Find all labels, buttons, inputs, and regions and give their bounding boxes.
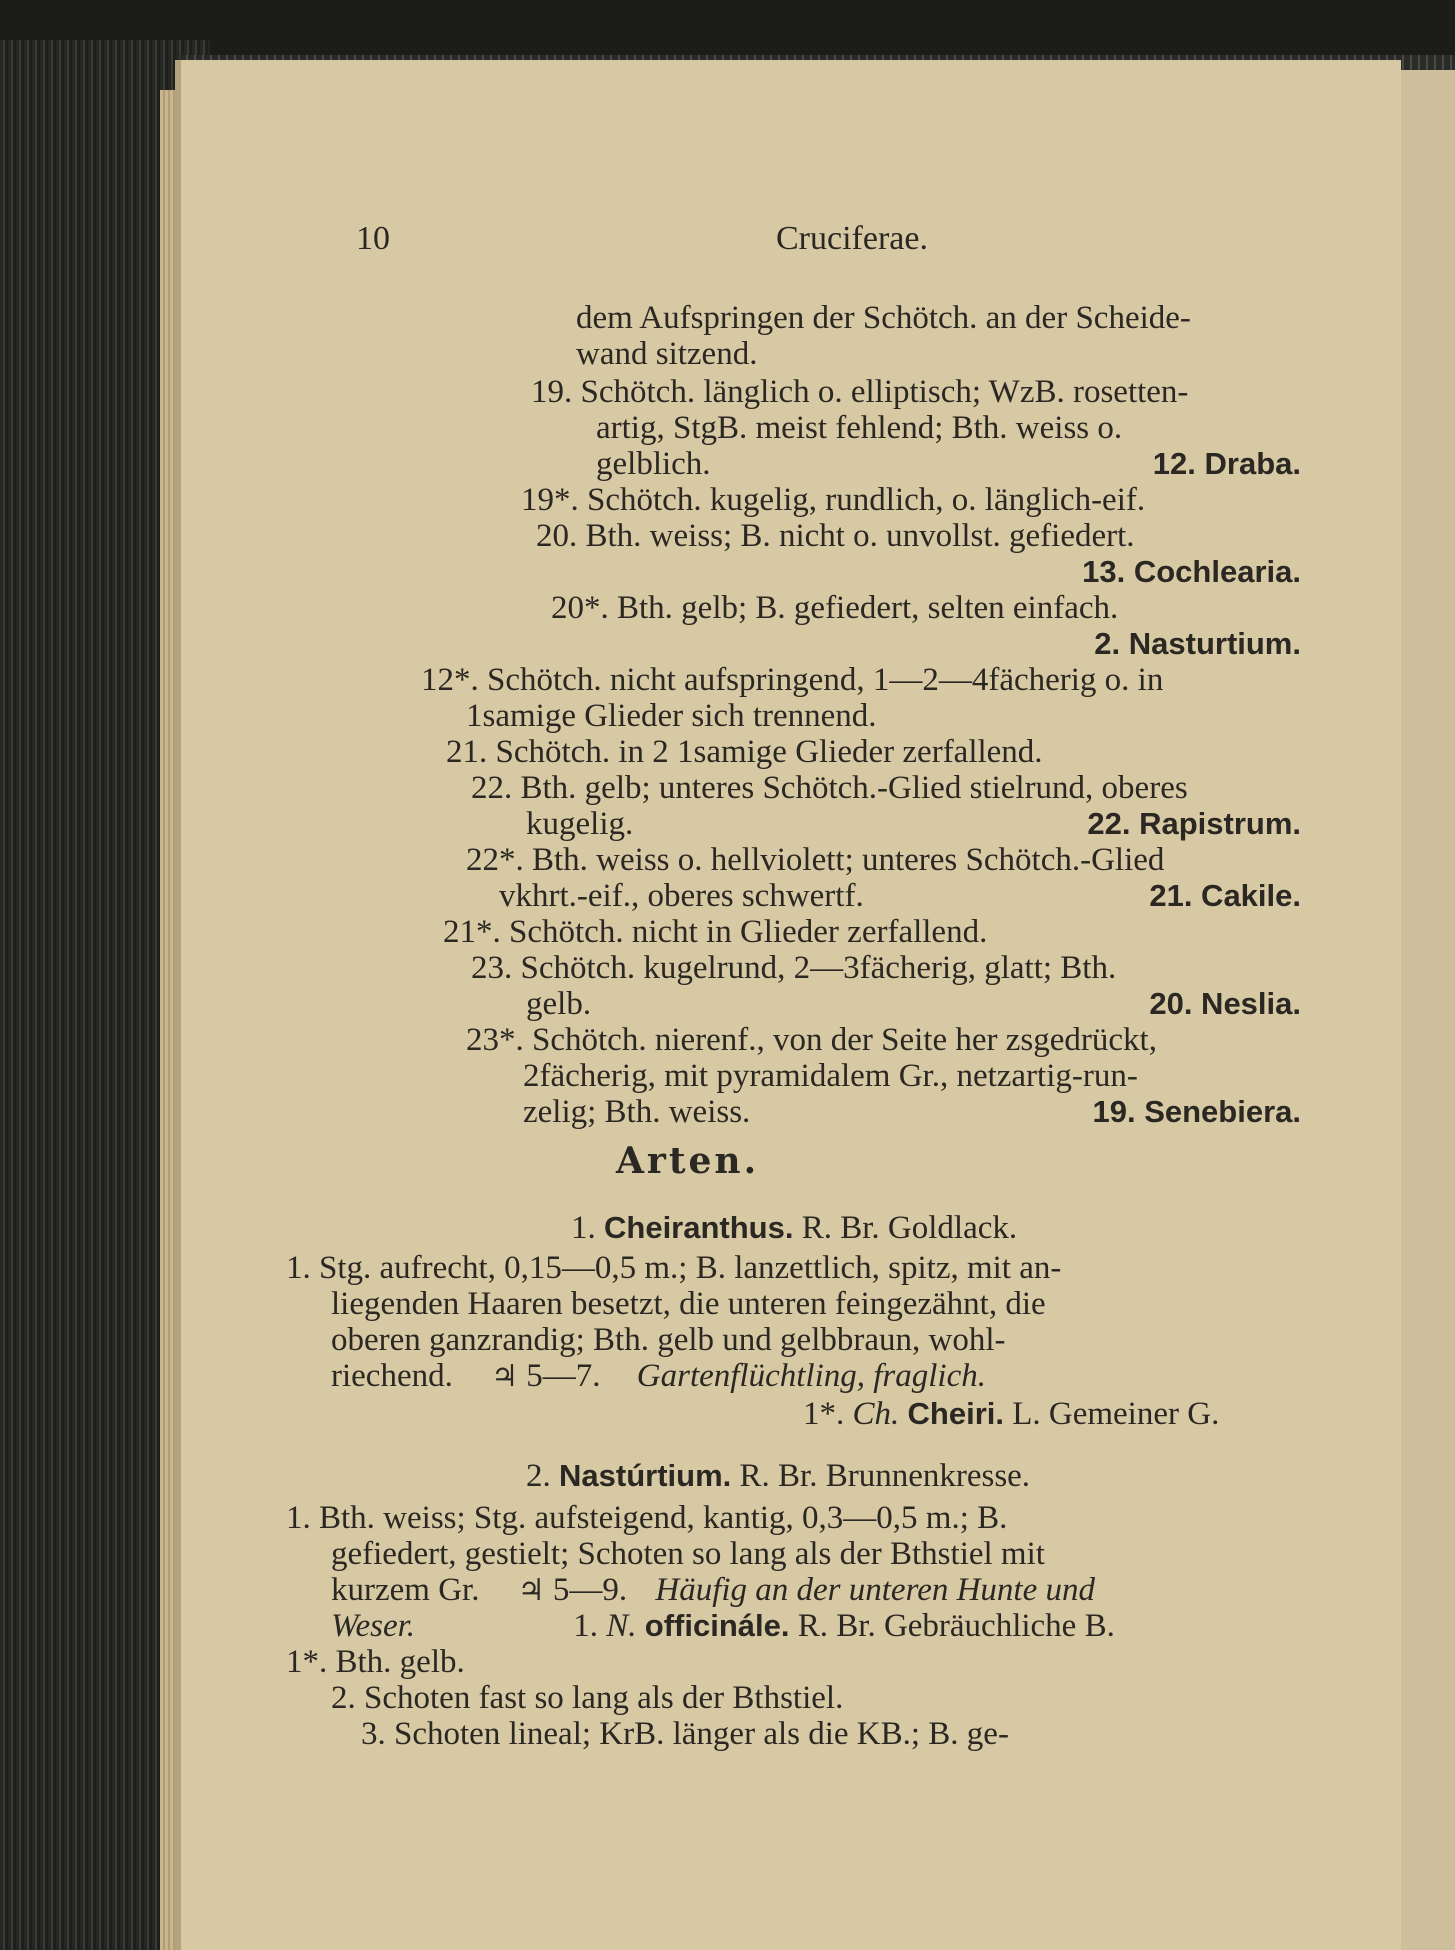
species-line: Weser. 1. N. officinále. R. Br. Gebräuchliche B. xyxy=(331,1608,1115,1644)
book-page xyxy=(175,60,1401,1950)
key-line xyxy=(523,1058,1301,1095)
key-line xyxy=(576,300,1301,337)
key-text: wand sitzend. xyxy=(576,336,758,372)
key-line xyxy=(526,986,1301,1023)
key-text: artig, StgB. meist fehlend; Bth. weiss o. xyxy=(596,410,1123,446)
key-text: zelig; Bth. weiss. xyxy=(523,1094,751,1130)
key-text: gelb. xyxy=(526,986,592,1022)
genus-title-cheiranthus: 1. Cheiranthus. R. Br. Goldlack. xyxy=(571,1210,1018,1246)
key-text: 2fächerig, mit pyramidalem Gr., netzartig-run- xyxy=(523,1058,1138,1094)
key-line xyxy=(521,482,1301,519)
key-genus-result: 12. Draba. xyxy=(1152,446,1301,481)
key-text: 19. Schötch. länglich o. elliptisch; WzB. rosetten- xyxy=(531,374,1189,410)
perennial-symbol-icon: ♃ xyxy=(491,1359,519,1394)
key-genus-result: 13. Cochlearia. xyxy=(1082,554,1301,589)
key-text: vkhrt.-eif., oberes schwertf. xyxy=(499,878,864,914)
key-line xyxy=(466,1022,1301,1059)
key-line xyxy=(466,842,1301,879)
key-line xyxy=(466,698,1301,735)
description-line: 1. Bth. weiss; Stg. aufsteigend, kantig, 0,3—0,5 m.; B. xyxy=(286,1500,1008,1536)
running-title: Cruciferae. xyxy=(776,220,928,257)
key-line xyxy=(596,410,1301,447)
key-text: 22. Bth. gelb; unteres Schötch.-Glied stielrund, oberes xyxy=(471,770,1188,806)
page-number: 10 xyxy=(356,220,390,257)
description-line: gefiedert, gestielt; Schoten so lang als der Bthstiel mit xyxy=(331,1536,1045,1572)
key-text: 22*. Bth. weiss o. hellviolett; unteres Schötch.-Glied xyxy=(466,842,1165,878)
key-text: 23*. Schötch. nierenf., von der Seite her zsgedrückt, xyxy=(466,1022,1157,1058)
section-heading: Arten. xyxy=(616,1140,760,1182)
key-line xyxy=(523,1094,1301,1131)
key-line xyxy=(421,662,1301,699)
key-text: 21. Schötch. in 2 1samige Glieder zerfallend. xyxy=(446,734,1043,770)
key-line xyxy=(596,446,1301,483)
key-line xyxy=(531,374,1301,411)
perennial-symbol-icon: ♃ xyxy=(517,1573,545,1608)
key-line xyxy=(443,914,1301,951)
key-text: 1samige Glieder sich trennend. xyxy=(466,698,877,734)
key-text: dem Aufspringen der Schötch. an der Scheide- xyxy=(576,300,1191,336)
key-text: 20*. Bth. gelb; B. gefiedert, selten einfach. xyxy=(551,590,1119,626)
key-text: 23. Schötch. kugelrund, 2—3fächerig, glatt; Bth. xyxy=(471,950,1117,986)
description-line: kurzem Gr. ♃ 5—9. Häufig an der unteren Hunte und xyxy=(331,1572,1095,1608)
species-line: 1*. Ch. Cheiri. L. Gemeiner G. xyxy=(803,1396,1220,1432)
key-text: 12*. Schötch. nicht aufspringend, 1—2—4fächerig o. in xyxy=(421,662,1164,698)
description-line: oberen ganzrandig; Bth. gelb und gelbbraun, wohl- xyxy=(331,1322,1006,1358)
key-text: 20. Bth. weiss; B. nicht o. unvollst. gefiedert. xyxy=(536,518,1135,554)
key-genus-result: 2. Nasturtium. xyxy=(1094,626,1301,661)
key-line xyxy=(499,878,1301,915)
key-genus-result: 22. Rapistrum. xyxy=(1087,806,1301,841)
key-genus-result: 21. Cakile. xyxy=(1149,878,1301,913)
description-line: 1. Stg. aufrecht, 0,15—0,5 m.; B. lanzettlich, spitz, mit an- xyxy=(286,1250,1062,1286)
description-line: 3. Schoten lineal; KrB. länger als die KB.; B. ge- xyxy=(361,1716,1009,1752)
key-text: gelblich. xyxy=(596,446,711,482)
description-line: 1*. Bth. gelb. xyxy=(286,1644,465,1680)
key-line xyxy=(576,336,1301,373)
key-line xyxy=(526,806,1301,843)
genus-title-nasturtium: 2. Nastúrtium. R. Br. Brunnenkresse. xyxy=(526,1458,1031,1494)
key-genus-result: 20. Neslia. xyxy=(1149,986,1301,1021)
key-line xyxy=(446,734,1301,771)
key-line xyxy=(551,590,1301,627)
key-genus-result: 19. Senebiera. xyxy=(1092,1094,1301,1129)
key-line xyxy=(471,950,1301,987)
description-line: liegenden Haaren besetzt, die unteren feingezähnt, die xyxy=(331,1286,1046,1322)
key-text: 21*. Schötch. nicht in Glieder zerfallend. xyxy=(443,914,988,950)
key-text: 19*. Schötch. kugelig, rundlich, o. länglich-eif. xyxy=(521,482,1146,518)
key-text: kugelig. xyxy=(526,806,634,842)
key-line xyxy=(471,770,1301,807)
description-line: riechend. ♃ 5—7. Gartenflüchtling, fraglich. xyxy=(331,1358,986,1394)
key-line xyxy=(536,518,1301,555)
adjacent-page xyxy=(1395,70,1455,1950)
description-line: 2. Schoten fast so lang als der Bthstiel. xyxy=(331,1680,844,1716)
